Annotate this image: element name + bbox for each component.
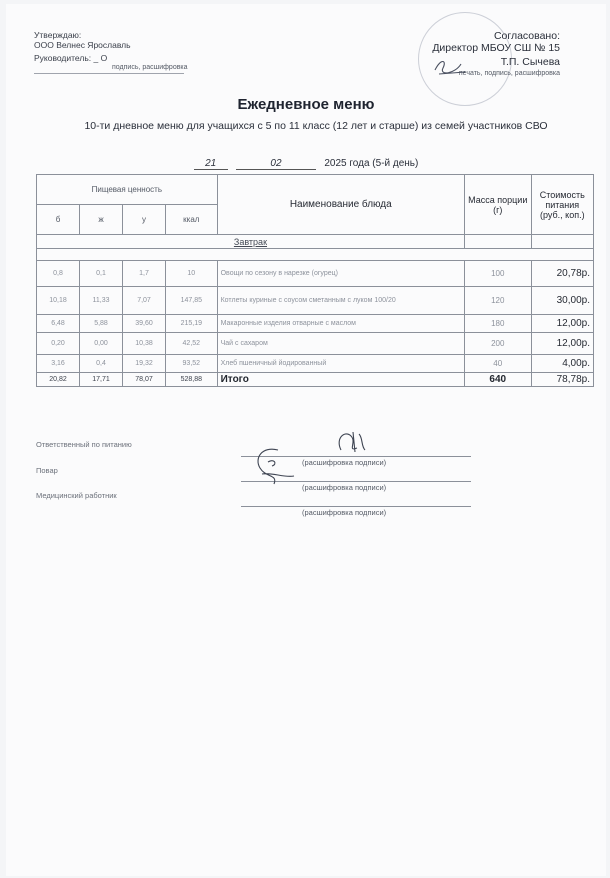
agreement-director: Директор МБОУ СШ № 15 [432, 42, 560, 54]
cook-caption: (расшифровка подписи) [302, 483, 387, 492]
row-cost: 4,00р. [531, 355, 593, 373]
row-mass: 100 [464, 261, 531, 287]
menu-sheet [6, 4, 606, 876]
row-carb: 1,7 [123, 261, 166, 287]
medical-caption: (расшифровка подписи) [302, 508, 387, 517]
medical-label: Медицинский работник [36, 491, 117, 500]
row-protein: 0,20 [37, 333, 80, 355]
approval-company: ООО Велнес Ярославль [34, 40, 131, 50]
section-empty-cost [531, 235, 593, 249]
row-protein: 10,18 [37, 287, 80, 315]
agreement-name: Т.П. Сычева [500, 56, 560, 68]
row-cost: 20,78р. [531, 261, 593, 287]
spacer-row [37, 249, 594, 261]
section-empty-mass [464, 235, 531, 249]
responsible-label: Ответственный по питанию [36, 440, 132, 449]
row-carb: 39,60 [123, 315, 166, 333]
total-kcal: 528,88 [166, 373, 218, 387]
page-subtitle: 10-ти дневное меню для учащихся с 5 по 11 класс (12 лет и старше) из семей участников СВО [84, 120, 548, 132]
total-mass: 640 [464, 373, 531, 387]
total-cost: 78,78р. [531, 373, 593, 387]
date-rest: 2025 года (5-й день) [324, 158, 419, 169]
row-kcal: 10 [166, 261, 218, 287]
responsible-signature [331, 428, 371, 456]
director-signature [431, 56, 471, 78]
row-carb: 7,07 [123, 287, 166, 315]
row-kcal: 42,52 [166, 333, 218, 355]
total-row [37, 373, 594, 387]
row-cost: 12,00р. [531, 315, 593, 333]
row-mass: 120 [464, 287, 531, 315]
cook-label: Повар [36, 466, 58, 475]
agreement-caption: печать, подпись, расшифровка [458, 70, 560, 77]
cook-signature [248, 444, 298, 490]
row-dish: Чай с сахаром [217, 333, 464, 355]
row-dish: Хлеб пшеничный йодированный [217, 355, 464, 373]
medical-signature-line [241, 506, 471, 507]
page-title: Ежедневное меню [237, 96, 375, 113]
approval-label: Утверждаю: [34, 30, 82, 40]
table-row [37, 355, 594, 373]
mass-header: Масса порции (г) [464, 175, 531, 235]
row-kcal: 93,52 [166, 355, 218, 373]
row-mass: 40 [464, 355, 531, 373]
menu-date [156, 158, 456, 170]
total-label: Итого [217, 373, 464, 387]
approval-signature-line [34, 73, 184, 74]
cost-header: Стоимость питания (руб., коп.) [531, 175, 593, 235]
row-mass: 180 [464, 315, 531, 333]
total-protein: 20,82 [37, 373, 80, 387]
row-dish: Макаронные изделия отварные с маслом [217, 315, 464, 333]
table-row [37, 333, 594, 355]
row-kcal: 215,19 [166, 315, 218, 333]
row-fat: 0,4 [80, 355, 123, 373]
row-cost: 12,00р. [531, 333, 593, 355]
row-mass: 200 [464, 333, 531, 355]
approval-block [34, 30, 188, 73]
section-breakfast: Завтрак [37, 235, 465, 249]
row-fat: 11,33 [80, 287, 123, 315]
responsible-caption: (расшифровка подписи) [302, 458, 387, 467]
row-fat: 0,00 [80, 333, 123, 355]
total-fat: 17,71 [80, 373, 123, 387]
nutrition-header: Пищевая ценность [37, 175, 218, 205]
row-protein: 3,16 [37, 355, 80, 373]
row-dish: Котлеты куриные с соусом сметанным с луком 100/20 [217, 287, 464, 315]
row-cost: 30,00р. [531, 287, 593, 315]
agreement-label: Согласовано: [493, 30, 560, 42]
menu-table [36, 174, 594, 387]
fat-header: ж [80, 205, 123, 235]
table-row [37, 287, 594, 315]
approval-caption: подпись, расшифровка [112, 64, 188, 71]
row-carb: 10,38 [123, 333, 166, 355]
row-fat: 5,88 [80, 315, 123, 333]
row-protein: 0,8 [37, 261, 80, 287]
approval-director: Руководитель: _ О [34, 53, 108, 63]
row-kcal: 147,85 [166, 287, 218, 315]
carb-header: у [123, 205, 166, 235]
row-carb: 19,32 [123, 355, 166, 373]
dish-header: Наименование блюда [217, 175, 464, 235]
table-row [37, 261, 594, 287]
row-dish: Овощи по сезону в нарезке (огурец) [217, 261, 464, 287]
date-day: 21 [194, 158, 228, 170]
table-row [37, 315, 594, 333]
date-month: 02 [236, 158, 316, 170]
row-protein: 6,48 [37, 315, 80, 333]
kcal-header: ккал [166, 205, 218, 235]
total-carb: 78,07 [123, 373, 166, 387]
row-fat: 0,1 [80, 261, 123, 287]
protein-header: б [37, 205, 80, 235]
